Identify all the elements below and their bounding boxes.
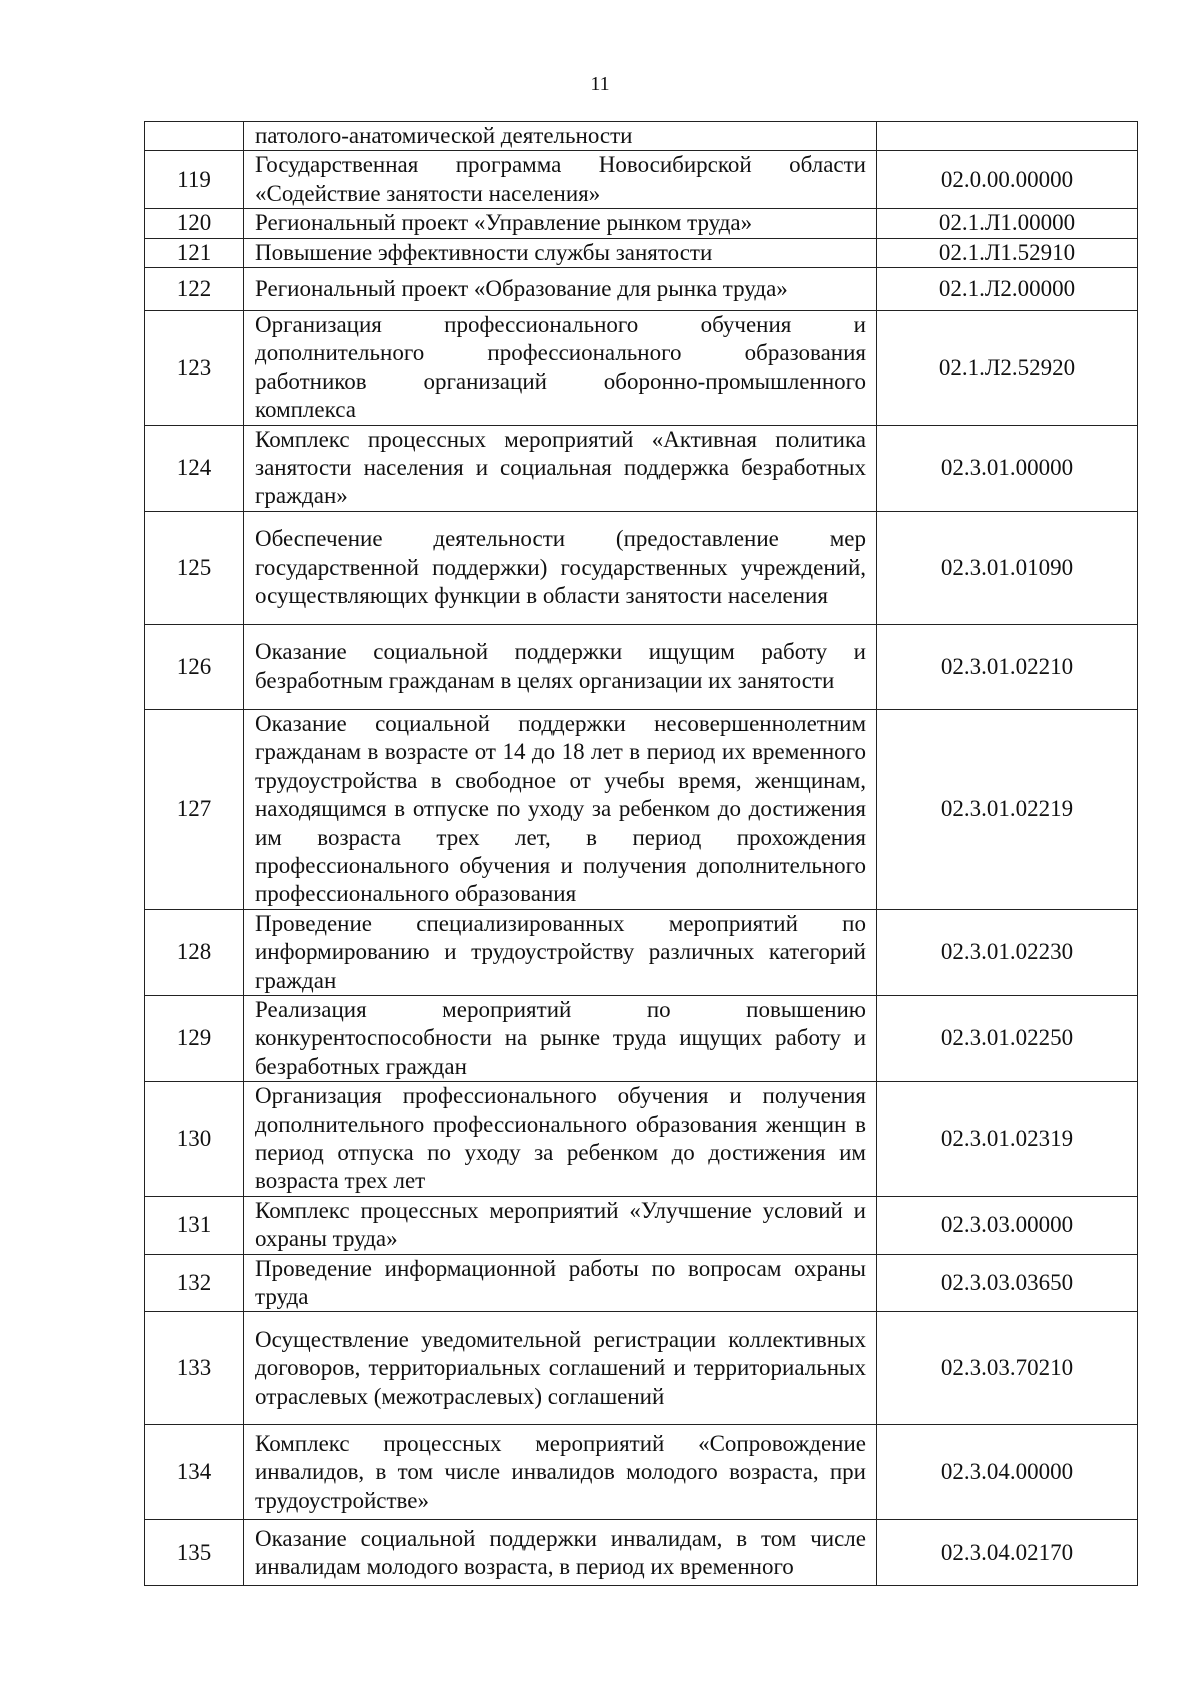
row-name: Региональный проект «Образование для рынка труда»	[244, 268, 877, 311]
row-name: Оказание социальной поддержки ищущим работу и безработным гражданам в целях организации их занятости	[244, 624, 877, 709]
row-number: 130	[145, 1082, 244, 1197]
row-name: Оказание социальной поддержки инвалидам, в том числе инвалидам молодого возраста, в период их временного	[244, 1520, 877, 1586]
row-number: 124	[145, 425, 244, 511]
row-code: 02.3.03.03650	[877, 1254, 1138, 1312]
table-row	[145, 1312, 1138, 1425]
row-code: 02.3.03.70210	[877, 1312, 1138, 1425]
table-row	[145, 238, 1138, 267]
row-code	[877, 122, 1138, 151]
row-code: 02.3.04.02170	[877, 1520, 1138, 1586]
row-code: 02.3.01.00000	[877, 425, 1138, 511]
table-row	[145, 1196, 1138, 1254]
row-name: патолого-анатомической деятельности	[244, 122, 877, 151]
row-name: Реализация мероприятий по повышению конкурентоспособности на рынке труда ищущих работу и безработных граждан	[244, 995, 877, 1081]
table-row	[145, 1082, 1138, 1197]
row-number: 125	[145, 511, 244, 624]
table-row	[145, 1254, 1138, 1312]
table-row	[145, 909, 1138, 995]
row-name: Комплекс процессных мероприятий «Сопровождение инвалидов, в том числе инвалидов молодого возраста, при трудоустройстве»	[244, 1425, 877, 1520]
row-number: 132	[145, 1254, 244, 1312]
row-name: Комплекс процессных мероприятий «Улучшение условий и охраны труда»	[244, 1196, 877, 1254]
row-number: 119	[145, 151, 244, 209]
table-row	[145, 425, 1138, 511]
row-code: 02.3.04.00000	[877, 1425, 1138, 1520]
row-name: Комплекс процессных мероприятий «Активная политика занятости населения и социальная поддержка безработных граждан»	[244, 425, 877, 511]
row-number: 123	[145, 311, 244, 426]
row-number: 128	[145, 909, 244, 995]
row-number: 129	[145, 995, 244, 1081]
table-row	[145, 1425, 1138, 1520]
row-number: 126	[145, 624, 244, 709]
row-code: 02.1.Л2.00000	[877, 268, 1138, 311]
row-name: Проведение информационной работы по вопросам охраны труда	[244, 1254, 877, 1312]
table-row	[145, 1520, 1138, 1586]
row-code: 02.0.00.00000	[877, 151, 1138, 209]
row-name: Организация профессионального обучения и дополнительного профессионального образования работников организаций оборонно-промышленного комплекса	[244, 311, 877, 426]
page-number: 11	[590, 73, 610, 95]
row-name: Проведение специализированных мероприятий по информированию и трудоустройству различных категорий граждан	[244, 909, 877, 995]
row-code: 02.3.01.02230	[877, 909, 1138, 995]
table-row	[145, 511, 1138, 624]
row-number: 135	[145, 1520, 244, 1586]
row-code: 02.3.01.01090	[877, 511, 1138, 624]
row-code: 02.3.01.02250	[877, 995, 1138, 1081]
row-name: Региональный проект «Управление рынком труда»	[244, 209, 877, 238]
table-row	[145, 122, 1138, 151]
row-code: 02.1.Л2.52920	[877, 311, 1138, 426]
row-number: 120	[145, 209, 244, 238]
row-number: 134	[145, 1425, 244, 1520]
row-code: 02.3.01.02210	[877, 624, 1138, 709]
row-name: Обеспечение деятельности (предоставление мер государственной поддержки) государственных учреждений, осуществляющих функции в области занятости населения	[244, 511, 877, 624]
row-name: Государственная программа Новосибирской области «Содействие занятости населения»	[244, 151, 877, 209]
table-row	[145, 624, 1138, 709]
row-number: 127	[145, 709, 244, 909]
table-row	[145, 311, 1138, 426]
table-row	[145, 709, 1138, 909]
row-code: 02.3.01.02219	[877, 709, 1138, 909]
row-number	[145, 122, 244, 151]
table-row	[145, 151, 1138, 209]
table-row	[145, 209, 1138, 238]
row-name: Оказание социальной поддержки несовершеннолетним гражданам в возрасте от 14 до 18 лет в период их временного трудоустройства в свободное от учебы время, женщинам, находящимся в отпуске по уходу за ребенком до достижения им возраста трех лет, в период прохождения профессионального обучения и получения дополнительного профессионального образования	[244, 709, 877, 909]
row-code: 02.1.Л1.52910	[877, 238, 1138, 267]
budget-classification-table	[144, 121, 1138, 1586]
row-number: 122	[145, 268, 244, 311]
row-number: 131	[145, 1196, 244, 1254]
row-code: 02.3.01.02319	[877, 1082, 1138, 1197]
table-row	[145, 268, 1138, 311]
row-name: Повышение эффективности службы занятости	[244, 238, 877, 267]
row-number: 121	[145, 238, 244, 267]
row-name: Организация профессионального обучения и получения дополнительного профессионального образования женщин в период отпуска по уходу за ребенком до достижения им возраста трех лет	[244, 1082, 877, 1197]
row-code: 02.3.03.00000	[877, 1196, 1138, 1254]
table-row	[145, 995, 1138, 1081]
row-code: 02.1.Л1.00000	[877, 209, 1138, 238]
row-number: 133	[145, 1312, 244, 1425]
row-name: Осуществление уведомительной регистрации коллективных договоров, территориальных соглашений и территориальных отраслевых (межотраслевых) соглашений	[244, 1312, 877, 1425]
